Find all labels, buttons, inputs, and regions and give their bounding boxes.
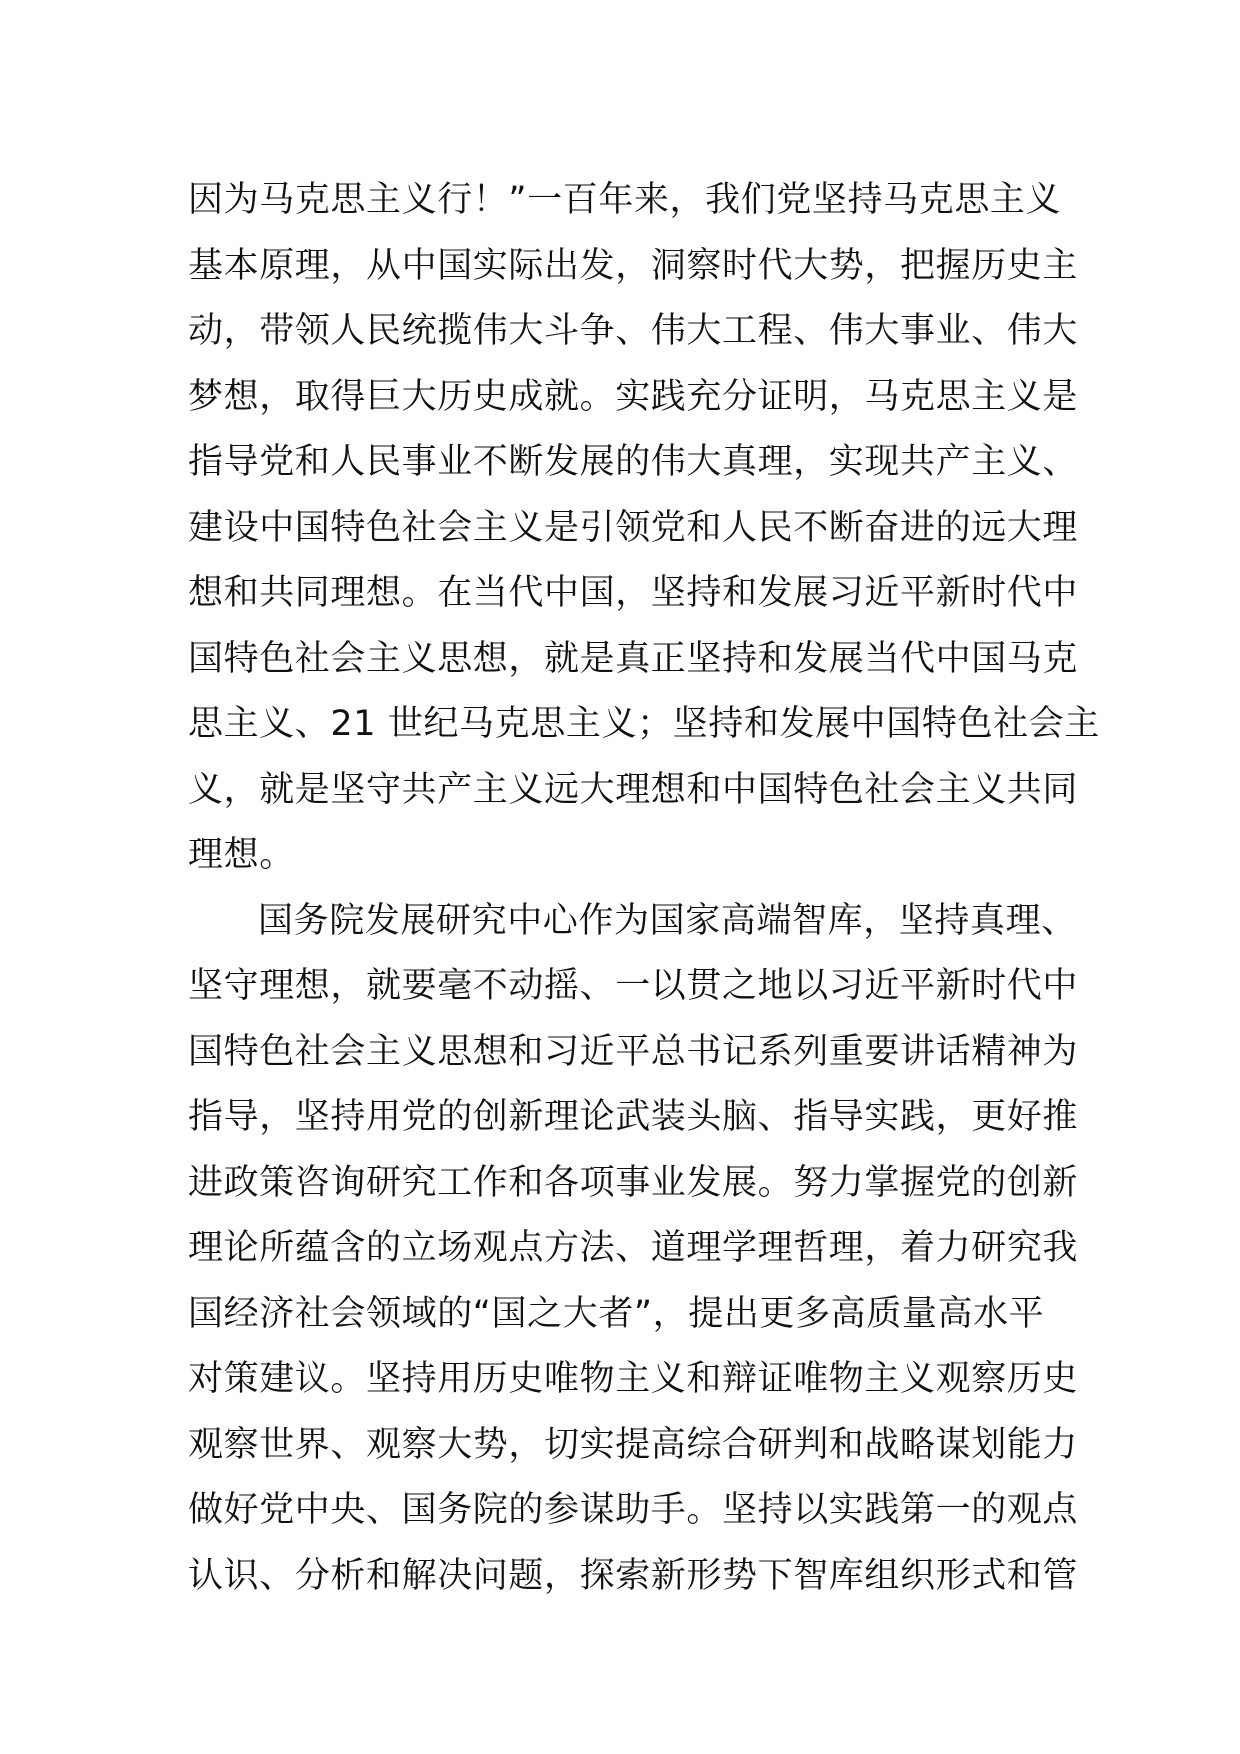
paragraph-line: 国经济社会领域的“国之大者”，提出更多高质量高水平: [188, 1293, 1045, 1334]
paragraph-line: 观察世界、观察大势，切实提高综合研判和战略谋划能力: [188, 1424, 1079, 1465]
paragraph-line: 梦想，取得巨大历史成就。实践充分证明，马克思主义是: [188, 376, 1079, 417]
document-body: [188, 168, 1100, 1609]
paragraph-line: 想和共同理想。在当代中国，坚持和发展习近平新时代中: [188, 573, 1079, 613]
paragraph-line: 理论所蕴含的立场观点方法、道理学理哲理，着力研究我: [188, 1228, 1079, 1268]
paragraph-line: 指导党和人民事业不断发展的伟大真理，实现共产主义、: [188, 442, 1079, 482]
paragraph-line: 国务院发展研究中心作为国家高端智库，坚持真理、: [258, 900, 1077, 941]
paragraph-line: 动，带领人民统揽伟大斗争、伟大工程、伟大事业、伟大: [188, 311, 1079, 351]
paragraph-line: 因为马克思主义行！”一百年来，我们党坚持马克思主义: [188, 180, 1062, 220]
paragraph-line: 建设中国特色社会主义是引领党和人民不断奋进的远大理: [188, 507, 1079, 548]
paragraph-line: 做好党中央、国务院的参谋助手。坚持以实践第一的观点: [188, 1490, 1079, 1530]
paragraph-line: 对策建议。坚持用历史唯物主义和辩证唯物主义观察历史: [188, 1359, 1079, 1399]
paragraph-line: 坚守理想，就要毫不动摇、一以贯之地以习近平新时代中: [188, 966, 1079, 1006]
paragraph-line: 理想。: [188, 835, 295, 875]
paragraph-line: 义，就是坚守共产主义远大理想和中国特色社会主义共同: [188, 769, 1079, 810]
paragraph-1: [188, 168, 1100, 889]
paragraph-2: [188, 889, 1079, 1610]
paragraph-line: 国特色社会主义思想，就是真正坚持和发展当代中国马克: [188, 638, 1079, 679]
paragraph-line: 思主义、21 世纪马克思主义；坚持和发展中国特色社会主: [188, 704, 1100, 744]
paragraph-line: 指导，坚持用党的创新理论武装头脑、指导实践，更好推: [188, 1097, 1079, 1137]
paragraph-line: 认识、分析和解决问题，探索新形势下智库组织形式和管: [188, 1555, 1079, 1596]
paragraph-line: 基本原理，从中国实际出发，洞察时代大势，把握历史主: [188, 245, 1079, 286]
paragraph-line: 进政策咨询研究工作和各项事业发展。努力掌握党的创新: [188, 1162, 1079, 1203]
paragraph-line: 国特色社会主义思想和习近平总书记系列重要讲话精神为: [188, 1031, 1079, 1072]
